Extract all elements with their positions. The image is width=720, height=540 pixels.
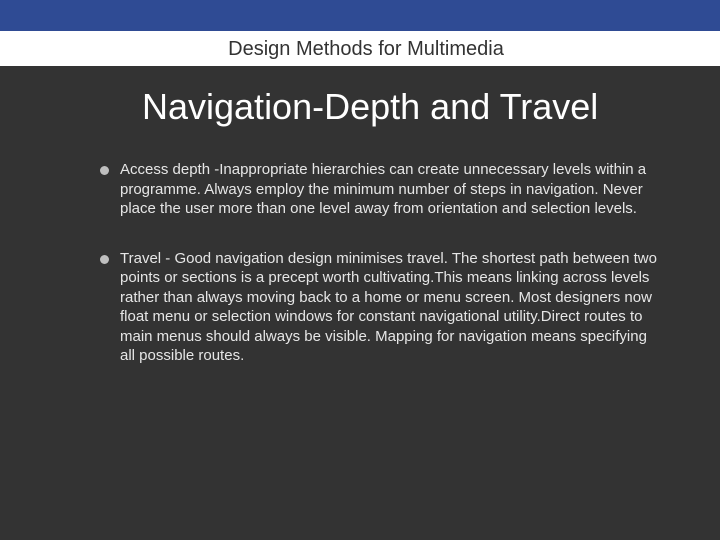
- top-accent-band: [0, 0, 720, 31]
- bullet-dot-icon: [100, 166, 109, 175]
- bullet-item-access-depth: [100, 160, 660, 219]
- bullet-text: Travel - Good navigation design minimises travel. The shortest path between two points or sections is a precept worth cultivating.This means linking across levels rather than always moving back to a home or menu screen. Most designers now float menu or selection windows for constant navigational utility.Direct routes to main menus should always be visible. Mapping for navigation means specifying all possible routes.: [120, 249, 657, 364]
- bullet-text: Access depth -Inappropriate hierarchies can create unnecessary levels within a programme. Always employ the minimum number of steps in navigation. Never place the user more than one level away from orientation and selection levels.: [120, 161, 647, 217]
- bullet-list: [100, 160, 660, 396]
- slide-title: Navigation-Depth and Travel: [142, 86, 599, 127]
- bullet-dot-icon: [100, 255, 109, 264]
- course-title: Design Methods for Multimedia: [228, 38, 504, 60]
- bullet-item-travel: [100, 249, 660, 366]
